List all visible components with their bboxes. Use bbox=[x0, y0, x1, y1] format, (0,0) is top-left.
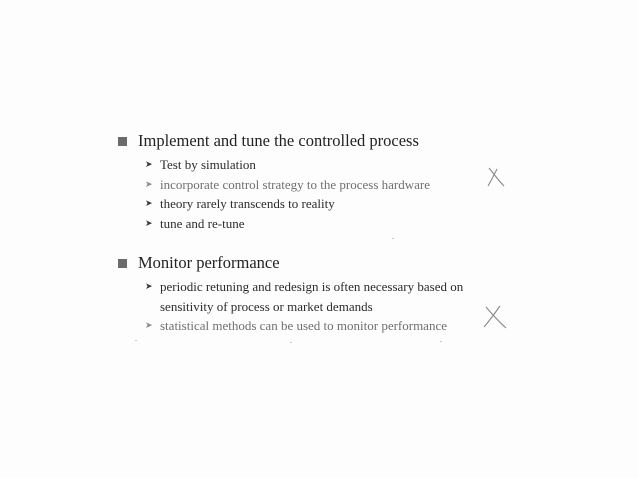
heading-text: Implement and tune the controlled process bbox=[138, 131, 419, 150]
list-item-text: periodic retuning and redesign is often necessary based on bbox=[160, 279, 464, 294]
scan-speck bbox=[440, 341, 442, 342]
section-heading bbox=[118, 130, 430, 152]
arrow-bullet-icon: ➤ bbox=[145, 159, 153, 169]
section-monitor bbox=[118, 252, 463, 336]
section-implement bbox=[118, 130, 430, 233]
list-item bbox=[145, 316, 463, 336]
scan-speck bbox=[135, 340, 137, 341]
scan-speck bbox=[290, 342, 292, 343]
handwritten-x-mark-icon bbox=[482, 304, 508, 330]
arrow-bullet-icon: ➤ bbox=[145, 281, 153, 291]
arrow-bullet-icon: ➤ bbox=[145, 320, 153, 330]
list-item-text: tune and re-tune bbox=[160, 215, 245, 231]
bullet-list bbox=[145, 277, 463, 336]
arrow-bullet-icon: ➤ bbox=[145, 217, 153, 228]
arrow-bullet-icon: ➤ bbox=[145, 198, 153, 208]
list-item-text: statistical methods can be used to monitor performance bbox=[160, 318, 447, 333]
square-bullet-icon bbox=[118, 259, 127, 268]
arrow-bullet-icon: ➤ bbox=[145, 178, 153, 189]
list-item bbox=[145, 277, 463, 316]
list-item-text: incorporate control strategy to the process hardware bbox=[160, 176, 431, 192]
list-item-text-continued: sensitivity of process or market demands bbox=[160, 298, 373, 314]
list-item bbox=[145, 194, 430, 214]
list-item-text: Test by simulation bbox=[160, 157, 256, 172]
heading-text: Monitor performance bbox=[138, 253, 280, 272]
handwritten-x-mark-icon bbox=[486, 166, 506, 188]
list-item bbox=[145, 214, 430, 234]
list-item bbox=[145, 155, 430, 175]
list-item-text: theory rarely transcends to reality bbox=[160, 196, 335, 211]
square-bullet-icon bbox=[118, 137, 127, 146]
section-heading bbox=[118, 252, 463, 274]
bullet-list bbox=[145, 155, 430, 233]
list-item bbox=[145, 175, 430, 195]
scan-speck bbox=[392, 238, 394, 239]
